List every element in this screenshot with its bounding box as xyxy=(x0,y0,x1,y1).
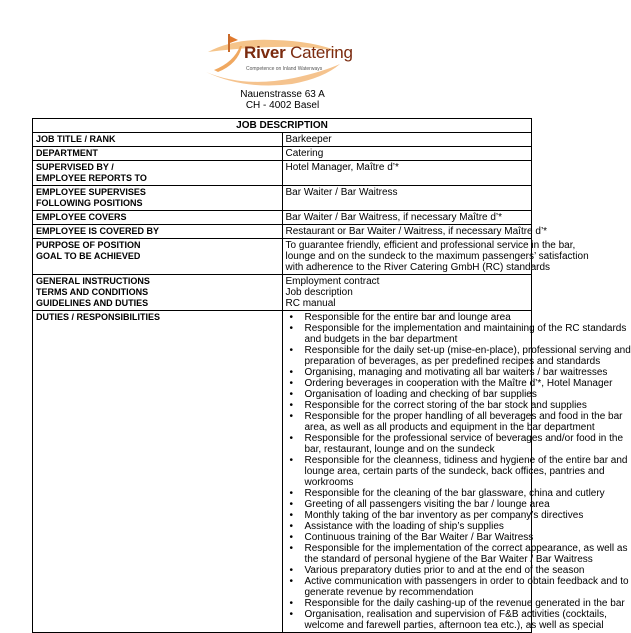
list-item xyxy=(286,389,537,400)
list-item xyxy=(286,609,607,631)
field-value xyxy=(282,275,532,311)
duty-text-line: • Organising, managing and motivating all bar waiters / bar waitresses xyxy=(304,367,608,378)
list-item xyxy=(286,543,628,565)
duty-text-line: • Responsible for the entire bar and lounge area xyxy=(304,312,511,323)
list-item xyxy=(286,521,529,532)
duty-text-line: • Various preparatory duties prior to and at the end of the season xyxy=(304,565,585,576)
field-value-line: Barkeeper xyxy=(285,134,332,145)
duty-text-line: lounge area, certain parts of the sundeck, back offices, pantries and xyxy=(304,466,605,477)
field-value-line: lounge and on the sundeck to the maximum passengers’ satisfaction xyxy=(285,251,589,262)
field-label xyxy=(33,211,283,225)
field-value-line: Bar Waiter / Bar Waitress xyxy=(285,187,398,198)
list-item xyxy=(286,400,587,411)
field-label xyxy=(33,239,283,275)
list-item xyxy=(286,433,624,455)
field-label xyxy=(33,161,283,186)
field-label-line: EMPLOYEE SUPERVISES xyxy=(36,187,146,197)
table-title: JOB DESCRIPTION xyxy=(33,119,532,133)
duty-text-line: • Responsible for the proper handling of all beverages and food in the bar xyxy=(304,411,623,422)
duty-text-line: • Organisation, realisation and supervision of F&B activities (cocktails, xyxy=(304,609,607,620)
duty-text-line: • Responsible for the daily cashing-up of the revenue generated in the bar xyxy=(304,598,625,609)
duty-text-line: • Responsible for the implementation of the correct appearance, as well as xyxy=(304,543,628,554)
field-label-line: PURPOSE OF POSITION xyxy=(36,240,141,250)
duty-text-line: • Continuous training of the Bar Waiter / Bar Waitress xyxy=(304,532,534,543)
table-row xyxy=(33,211,532,225)
table-row xyxy=(33,225,532,239)
field-value-line: Job description xyxy=(285,287,353,298)
list-item xyxy=(286,455,628,488)
field-value xyxy=(282,239,589,275)
list-item xyxy=(286,499,550,510)
duties-row xyxy=(33,311,532,633)
field-label-line: GUIDELINES AND DUTIES xyxy=(36,298,149,308)
logo-brand-river: River xyxy=(244,43,286,62)
field-value-line: Catering xyxy=(285,148,324,159)
duty-text-line: • Greeting of all passengers visiting the bar / lounge area xyxy=(304,499,550,510)
list-item xyxy=(286,378,613,389)
table-row xyxy=(33,275,532,311)
duty-text-line: and budgets in the bar department xyxy=(304,334,458,345)
field-label-line: GENERAL INSTRUCTIONS xyxy=(36,276,150,286)
field-value-line: Employment contract xyxy=(285,276,380,287)
duty-text-line: • Assistance with the loading of ship’s supplies xyxy=(304,521,504,532)
duty-text-line: preparation of beverages, as per predefined recipes and standards xyxy=(304,356,601,367)
table-title-row xyxy=(33,119,532,133)
duty-text-line: welcome and farewell parties, afternoon tea etc.), as well as special xyxy=(304,620,604,631)
field-label xyxy=(33,133,283,147)
field-value xyxy=(282,161,532,186)
duty-text-line: • Monthly taking of the bar inventory as per company’s directives xyxy=(304,510,584,521)
logo-tagline: Competence on Inland Waterways xyxy=(246,66,323,72)
table-row xyxy=(33,147,532,161)
field-value-line: Restaurant or Bar Waiter / Waitress, if necessary Maître d’* xyxy=(285,226,548,237)
field-label xyxy=(33,225,283,239)
field-label-line: EMPLOYEE IS COVERED BY xyxy=(36,226,160,236)
duty-text-line: bar, restaurant, lounge and on the sundeck xyxy=(304,444,495,455)
duty-text-line: • Ordering beverages in cooperation with the Maître d’*, Hotel Manager xyxy=(304,378,613,389)
list-item xyxy=(286,532,534,543)
field-label xyxy=(33,186,283,211)
logo-brand-catering: Catering xyxy=(290,43,353,62)
field-label-line: TERMS AND CONDITIONS xyxy=(36,287,149,297)
duty-text-line: generate revenue by recommendation xyxy=(304,587,474,598)
list-item xyxy=(286,576,629,598)
field-label-line: EMPLOYEE REPORTS TO xyxy=(36,173,147,183)
field-value xyxy=(282,211,532,225)
field-label-line: DEPARTMENT xyxy=(36,148,98,158)
duty-text-line: • Responsible for the daily set-up (mise-en-place), professional serving and xyxy=(304,345,631,356)
address-street: Nauenstrasse 63 A xyxy=(240,89,325,100)
field-label-line: EMPLOYEE COVERS xyxy=(36,212,127,222)
field-value-line: Bar Waiter / Bar Waitress, if necessary Maître d’* xyxy=(285,212,503,223)
duty-text-line: • Responsible for the cleaning of the bar glassware, china and cutlery xyxy=(304,488,605,499)
field-value-line: RC manual xyxy=(285,298,336,309)
duty-text-line: • Responsible for the professional service of beverages and/or food in the xyxy=(304,433,624,444)
field-label-line: FOLLOWING POSITIONS xyxy=(36,198,143,208)
list-item xyxy=(286,411,623,433)
list-item xyxy=(286,345,631,367)
duties-label xyxy=(33,311,283,633)
field-label xyxy=(33,147,283,161)
list-item xyxy=(286,367,608,378)
field-value-line: To guarantee friendly, efficient and professional service in the bar, xyxy=(285,240,576,251)
list-item xyxy=(286,565,585,576)
field-label xyxy=(33,275,283,311)
duties-list-cell xyxy=(282,311,631,633)
duty-text-line: the standard of personal hygiene of the Bar Waiter / Bar Waitress xyxy=(304,554,593,565)
field-value xyxy=(282,225,548,239)
logo-wordmark xyxy=(244,43,353,63)
duty-text-line: • Responsible for the correct storing of the bar stock and supplies xyxy=(304,400,587,411)
table-row xyxy=(33,161,532,186)
duty-text-line: area, as well as all products and equipment in the bar department xyxy=(304,422,595,433)
duty-text-line: workrooms xyxy=(304,477,354,488)
field-label-line: SUPERVISED BY / xyxy=(36,162,114,172)
field-label-line: GOAL TO BE ACHIEVED xyxy=(36,251,141,261)
field-value-line: with adherence to the River Catering GmbH (RC) standards xyxy=(285,262,551,273)
field-label-line: JOB TITLE / RANK xyxy=(36,134,116,144)
list-item xyxy=(286,488,605,499)
list-item xyxy=(286,510,584,521)
field-value xyxy=(282,147,532,161)
duty-text-line: • Organisation of loading and checking of bar supplies xyxy=(304,389,537,400)
duty-text-line: • Responsible for the cleanness, tidiness and hygiene of the entire bar and xyxy=(304,455,628,466)
list-item xyxy=(286,323,627,345)
table-row xyxy=(33,133,532,147)
river-catering-logo xyxy=(204,32,353,82)
table-row xyxy=(33,186,532,211)
address-city: CH - 4002 Basel xyxy=(245,100,320,111)
job-description-table xyxy=(32,118,631,633)
duty-text-line: • Responsible for the implementation and maintaining of the RC standards xyxy=(304,323,627,334)
table-row xyxy=(33,239,532,275)
list-item xyxy=(286,312,529,323)
duty-text-line: • Active communication with passengers in order to obtain feedback and to xyxy=(304,576,629,587)
duties-list xyxy=(286,312,631,631)
list-item xyxy=(286,598,625,609)
field-value-line: Hotel Manager, Maître d’* xyxy=(285,162,399,173)
field-value xyxy=(282,186,532,211)
field-value xyxy=(282,133,532,147)
field-label-line: DUTIES / RESPONSIBILITIES xyxy=(36,312,161,322)
